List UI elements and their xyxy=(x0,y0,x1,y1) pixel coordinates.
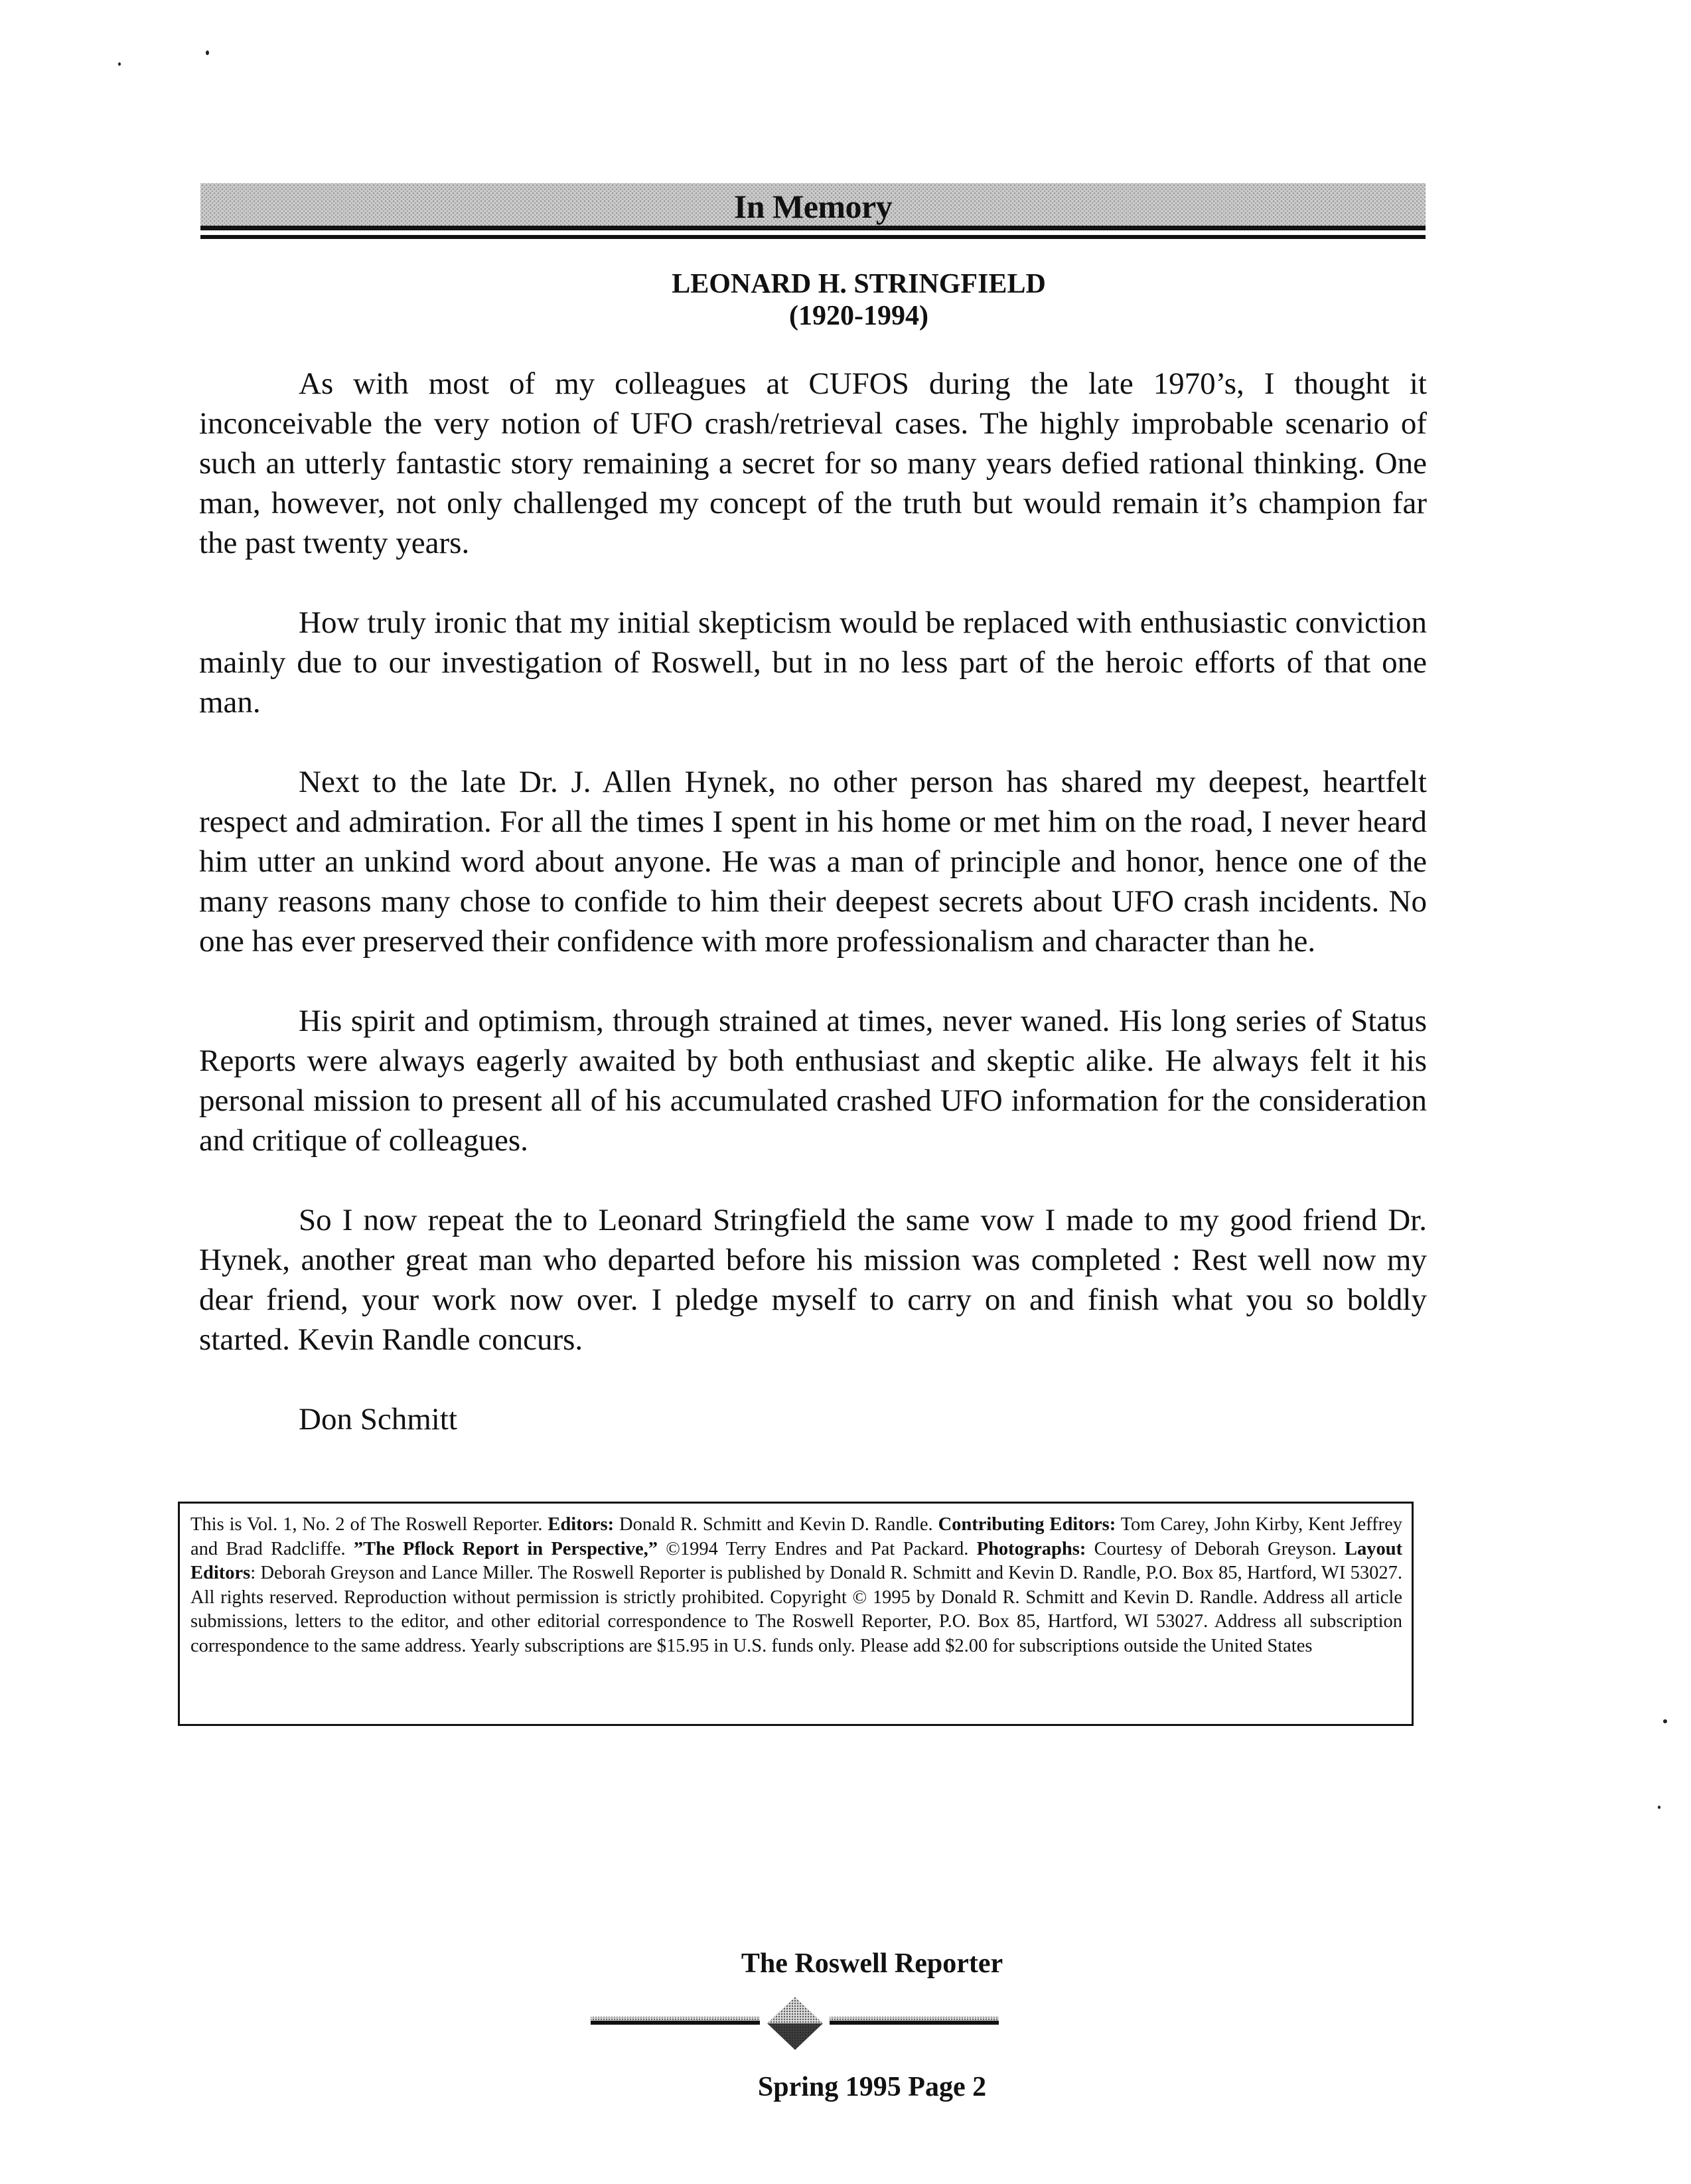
credits-intro: This is Vol. 1, No. 2 of The Roswell Reporter. xyxy=(190,1514,543,1535)
credits-editors-label: Editors: xyxy=(548,1514,615,1535)
section-header-band xyxy=(200,183,1426,226)
article-paragraph: How truly ironic that my initial skepticism would be replaced with enthusiastic conviction mainly due to our investigation of Roswell, but in no less part of the heroic efforts of that one man. xyxy=(199,605,1427,720)
masthead-credits-box xyxy=(178,1502,1414,1726)
credits-photographs: Courtesy of Deborah Greyson. xyxy=(1094,1538,1337,1559)
memorial-subject-name: LEONARD H. STRINGFIELD xyxy=(672,269,1046,299)
ornament-right-rule-shadow xyxy=(830,2021,999,2025)
memorial-subject-dates: (1920-1994) xyxy=(789,301,928,331)
article-paragraph: As with most of my colleagues at CUFOS during the late 1970’s, I thought it inconceivable the very notion of UFO crash/retrieval cases. The highly improbable scenario of such an utterly fantastic story remaining a secret for so many years defied rational thinking. One man, however, not only challenged my concept of the truth but would remain it’s champion far the past twenty years. xyxy=(199,366,1427,560)
credits-editors: Donald R. Schmitt and Kevin D. Randle. xyxy=(619,1514,933,1535)
credits-feature-credit: ©1994 Terry Endres and Pat Packard. xyxy=(666,1538,969,1559)
credits-contributing-label: Contributing Editors: xyxy=(938,1514,1116,1535)
scan-speck xyxy=(1663,1719,1667,1723)
ornament-left-rule xyxy=(591,2017,760,2021)
header-rule-thin xyxy=(200,235,1426,239)
credits-photographs-label: Photographs: xyxy=(976,1538,1086,1559)
credits-layout-label: Layout Editors xyxy=(190,1538,1403,1583)
header-rule-thick xyxy=(200,226,1426,230)
article-paragraph: Next to the late Dr. J. Allen Hynek, no other person has shared my deepest, heartfelt respect and admiration. For all the times I spent in his home or met him on the road, I never heard him utter an unkind word about anyone. He was a man of principle and honor, hence one of the many reasons many chose to confide to him their deepest secrets about UFO crash incidents. No one has ever preserved their confidence with more professionalism and character than he. xyxy=(199,765,1427,959)
section-title: In Memory xyxy=(733,188,893,225)
scan-speck xyxy=(1658,1806,1660,1809)
ornament-left-rule-shadow xyxy=(591,2021,760,2025)
credits-feature-title: ”The Pflock Report in Perspective,” xyxy=(353,1538,658,1559)
article-paragraph: So I now repeat the to Leonard Stringfield the same vow I made to my good friend Dr. Hynek, another great man who departed before his mission was completed : Rest well now my dear friend, your work now over. I pledge myself to carry on and finish what you so boldly started. Kevin Randle concurs. xyxy=(199,1203,1427,1357)
footer-publication-title: The Roswell Reporter xyxy=(741,1948,1003,1979)
footer-issue-page: Spring 1995 Page 2 xyxy=(757,2072,987,2102)
scan-speck xyxy=(118,62,121,66)
ornament-diamond-shadow xyxy=(767,2023,823,2050)
credits-contributing: Tom Carey, John Kirby, Kent Jeffrey and Brad Radcliffe. xyxy=(190,1514,1402,1559)
ornament-right-rule xyxy=(830,2017,999,2021)
scan-speck xyxy=(206,50,209,55)
diamond-rule-icon xyxy=(589,1997,1014,2050)
credits-layout: : Deborah Greyson and Lance Miller. xyxy=(250,1563,534,1583)
article-body xyxy=(199,364,1427,1439)
credits-rest: The Roswell Reporter is published by Donald R. Schmitt and Kevin D. Randle, P.O. Box 85, Hartford, WI 53027. All rights reserved. Reproduction without permission is strictly prohibited. Copyright © 1995 by Donald R. Schmitt and Kevin D. Randle. Address all article submissions, letters to the editor, and other editorial correspondence to The Roswell Reporter, P.O. Box 85, Hartford, WI 53027. Address all subscription correspondence to the same address. Yearly subscriptions are $15.95 in U.S. funds only. Please add $2.00 for subscriptions outside the United States xyxy=(190,1563,1402,1656)
article-paragraph: His spirit and optimism, through strained at times, never waned. His long series of Status Reports were always eagerly awaited by both enthusiast and skeptic alike. He always felt it his personal mission to present all of his accumulated crashed UFO information for the consideration and critique of colleagues. xyxy=(199,1004,1427,1158)
author-signature: Don Schmitt xyxy=(299,1402,457,1437)
